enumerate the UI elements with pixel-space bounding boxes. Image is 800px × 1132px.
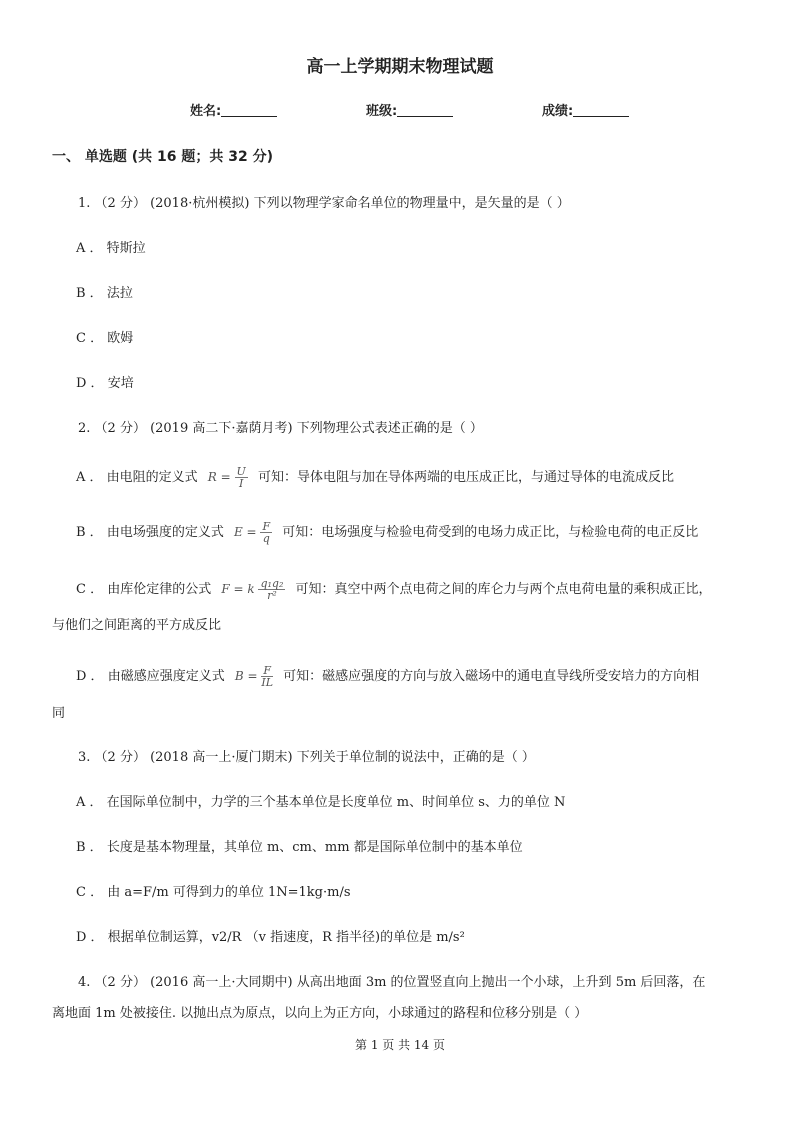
question-2-option-a: [76, 466, 674, 489]
name-field: [190, 100, 277, 119]
question-2-option-d: [76, 665, 699, 688]
page-title: 高一上学期期末物理试题: [306, 57, 494, 77]
formula-field-strength: E = $\frac{F}{q}$: [233, 520, 271, 545]
score-field: [542, 100, 629, 119]
question-1-option-d: D ． 安培: [76, 376, 134, 391]
section-heading: 一、 单选题 (共 16 题；共 32 分): [52, 149, 274, 165]
option-d-prefix: D ． 由磁感应强度定义式: [76, 669, 225, 684]
question-1-stem: 1. （2 分） (2018·杭州模拟) 下列以物理学家命名单位的物理量中，是矢量的是（ ）: [78, 196, 570, 211]
question-2-option-d-continued: 同: [52, 706, 66, 721]
question-2-option-c-continued: 与他们之间距离的平方成反比: [52, 618, 222, 633]
option-c-text: 可知：真空中两个点电荷之间的库仑力与两个点电荷电量的乘积成正比，: [295, 582, 712, 597]
score-label: 成绩:: [542, 104, 574, 119]
question-3-option-b: B ． 长度是基本物理量，其单位 m、cm、mm 都是国际单位制中的基本单位: [76, 840, 523, 855]
option-a-text: 可知：导体电阻与加在导体两端的电压成正比，与通过导体的电流成反比: [257, 470, 674, 485]
question-4-stem-line-1: 4. （2 分） (2016 高一上·大同期中) 从高出地面 3m 的位置竖直向上抛出一个小球，上升到 5m 后回落，在: [78, 975, 706, 990]
question-2-stem: 2. （2 分） (2019 高二下·嘉荫月考) 下列物理公式表述正确的是（ ）: [78, 421, 483, 436]
question-3-option-a: A ． 在国际单位制中，力学的三个基本单位是长度单位 m、时间单位 s、力的单位 N: [76, 795, 566, 810]
question-1-option-a: A ． 特斯拉: [76, 241, 146, 256]
question-2-option-b: [76, 521, 698, 544]
formula-resistance: R = $\frac{U}{I}$: [207, 465, 246, 490]
question-1-option-c: C ． 欧姆: [76, 331, 134, 346]
question-3-option-c: C ． 由 a=F/m 可得到力的单位 1N=1kg·m/s: [76, 885, 351, 900]
option-b-prefix: B ． 由电场强度的定义式: [76, 525, 224, 540]
class-blank: [397, 103, 453, 117]
question-3-stem: 3. （2 分） (2018 高一上·厦门期末) 下列关于单位制的说法中，正确的是（ ）: [78, 750, 535, 765]
score-blank: [573, 103, 629, 117]
formula-magnetic-induction: B = $\frac{F}{IL}$: [234, 664, 274, 689]
class-field: [366, 100, 453, 119]
option-a-prefix: A ． 由电阻的定义式: [76, 470, 198, 485]
name-label: 姓名:: [190, 104, 222, 119]
option-b-text: 可知：电场强度与检验电荷受到的电场力成正比，与检验电荷的电正反比: [282, 525, 699, 540]
question-3-option-d: D ． 根据单位制运算，v2/R （v 指速度，R 指半径)的单位是 m/s²: [76, 930, 465, 945]
option-d-text: 可知：磁感应强度的方向与放入磁场中的通电直导线所受安培力的方向相: [283, 669, 700, 684]
question-4-stem-line-2: 离地面 1m 处被接住. 以抛出点为原点，以向上为正方向，小球通过的路程和位移分别是（ ）: [52, 1006, 588, 1021]
question-2-option-c: [76, 578, 712, 601]
formula-coulomb: F = k $\frac{\text{q₁q₂}}{\text{r²}}$: [221, 577, 284, 602]
question-1-option-b: B ． 法拉: [76, 286, 133, 301]
page-footer: 第 1 页 共 14 页: [355, 1038, 445, 1052]
class-label: 班级:: [366, 104, 398, 119]
option-c-prefix: C ． 由库伦定律的公式: [76, 582, 212, 597]
name-blank: [221, 103, 277, 117]
